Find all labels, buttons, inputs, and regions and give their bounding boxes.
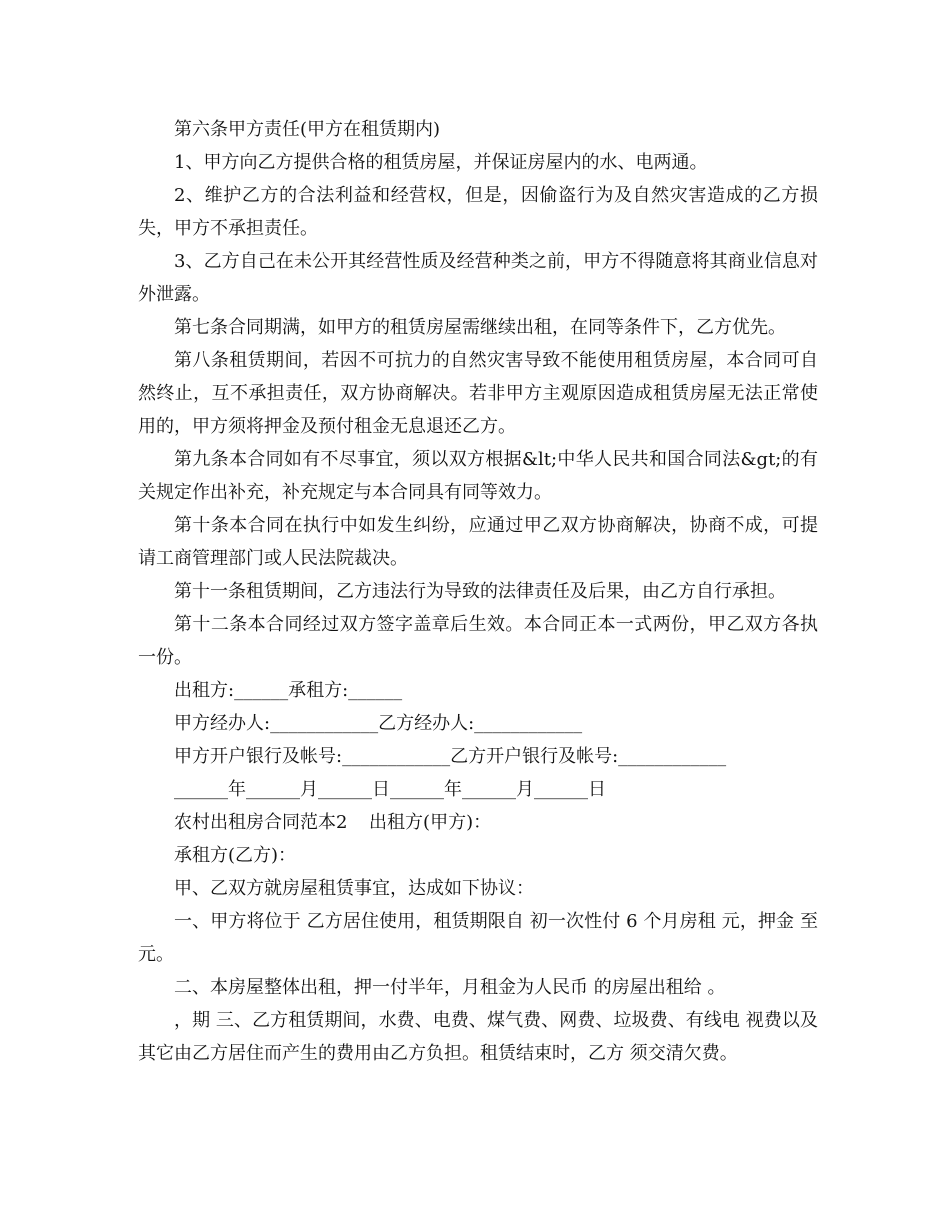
article-6-clause-2: 2、维护乙方的合法利益和经营权，但是，因偷盗行为及自然灾害造成的乙方损失，甲方不承担责任。: [138, 185, 818, 239]
sample-2-lessee: 承租方(乙方)：: [174, 845, 297, 866]
sample-2-heading: [138, 806, 818, 839]
sample-2-lessor: 出租方(甲方)：: [369, 812, 492, 833]
article-11: 第十一条租赁期间，乙方违法行为导致的法律责任及后果，由乙方自行承担。: [174, 581, 786, 602]
article-7: 第七条合同期满，如甲方的租赁房屋需继续出租，在同等条件下，乙方优先。: [174, 317, 786, 338]
article-8: 第八条租赁期间，若因不可抗力的自然灾害导致不能使用租赁房屋，本合同可自然终止，互不承担责任，双方协商解决。若非甲方主观原因造成租赁房屋无法正常使用的，甲方须将押金及预付租金无息退还乙方。: [138, 350, 818, 437]
sample-2-agreement-intro: 甲、乙双方就房屋租赁事宜，达成如下协议：: [174, 878, 534, 899]
document-body: [138, 113, 818, 1070]
article-6-clause-1: 1、甲方向乙方提供合格的租赁房屋，并保证房屋内的水、电两通。: [174, 152, 708, 173]
sample-2-clause-2: 二、本房屋整体出租，押一付半年，月租金为人民币 的房屋出租给 。: [174, 977, 726, 998]
article-12: 第十二条本合同经过双方签字盖章后生效。本合同正本一式两份，甲乙双方各执一份。: [138, 614, 818, 668]
sample-2-title: 农村出租房合同范本2: [174, 812, 348, 833]
signature-dates: ______年______月______日______年______月______日: [174, 779, 606, 800]
signature-parties: 出租方:______承租方:______: [174, 680, 403, 701]
signature-agents: 甲方经办人:____________乙方经办人:____________: [174, 713, 583, 734]
signature-bank-accounts: 甲方开户银行及帐号:____________乙方开户银行及帐号:____________: [174, 746, 727, 767]
article-9: 第九条本合同如有不尽事宜，须以双方根据&lt;中华人民共和国合同法&gt;的有关规定作出补充，补充规定与本合同具有同等效力。: [138, 449, 818, 503]
article-10: 第十条本合同在执行中如发生纠纷，应通过甲乙双方协商解决，协商不成，可提请工商管理部门或人民法院裁决。: [138, 515, 818, 569]
sample-2-clause-3: ，期 三、乙方租赁期间，水费、电费、煤气费、网费、垃圾费、有线电 视费以及其它由乙方居住而产生的费用由乙方负担。租赁结束时，乙方 须交清欠费。: [138, 1010, 818, 1064]
article-6-title: 第六条甲方责任(甲方在租赁期内): [174, 119, 441, 140]
article-6-clause-3: 3、乙方自己在未公开其经营性质及经营种类之前，甲方不得随意将其商业信息对外泄露。: [138, 251, 818, 305]
sample-2-clause-1: 一、甲方将位于 乙方居住使用，租赁期限自 初一次性付 6 个月房租 元，押金 至 元。: [138, 911, 818, 965]
